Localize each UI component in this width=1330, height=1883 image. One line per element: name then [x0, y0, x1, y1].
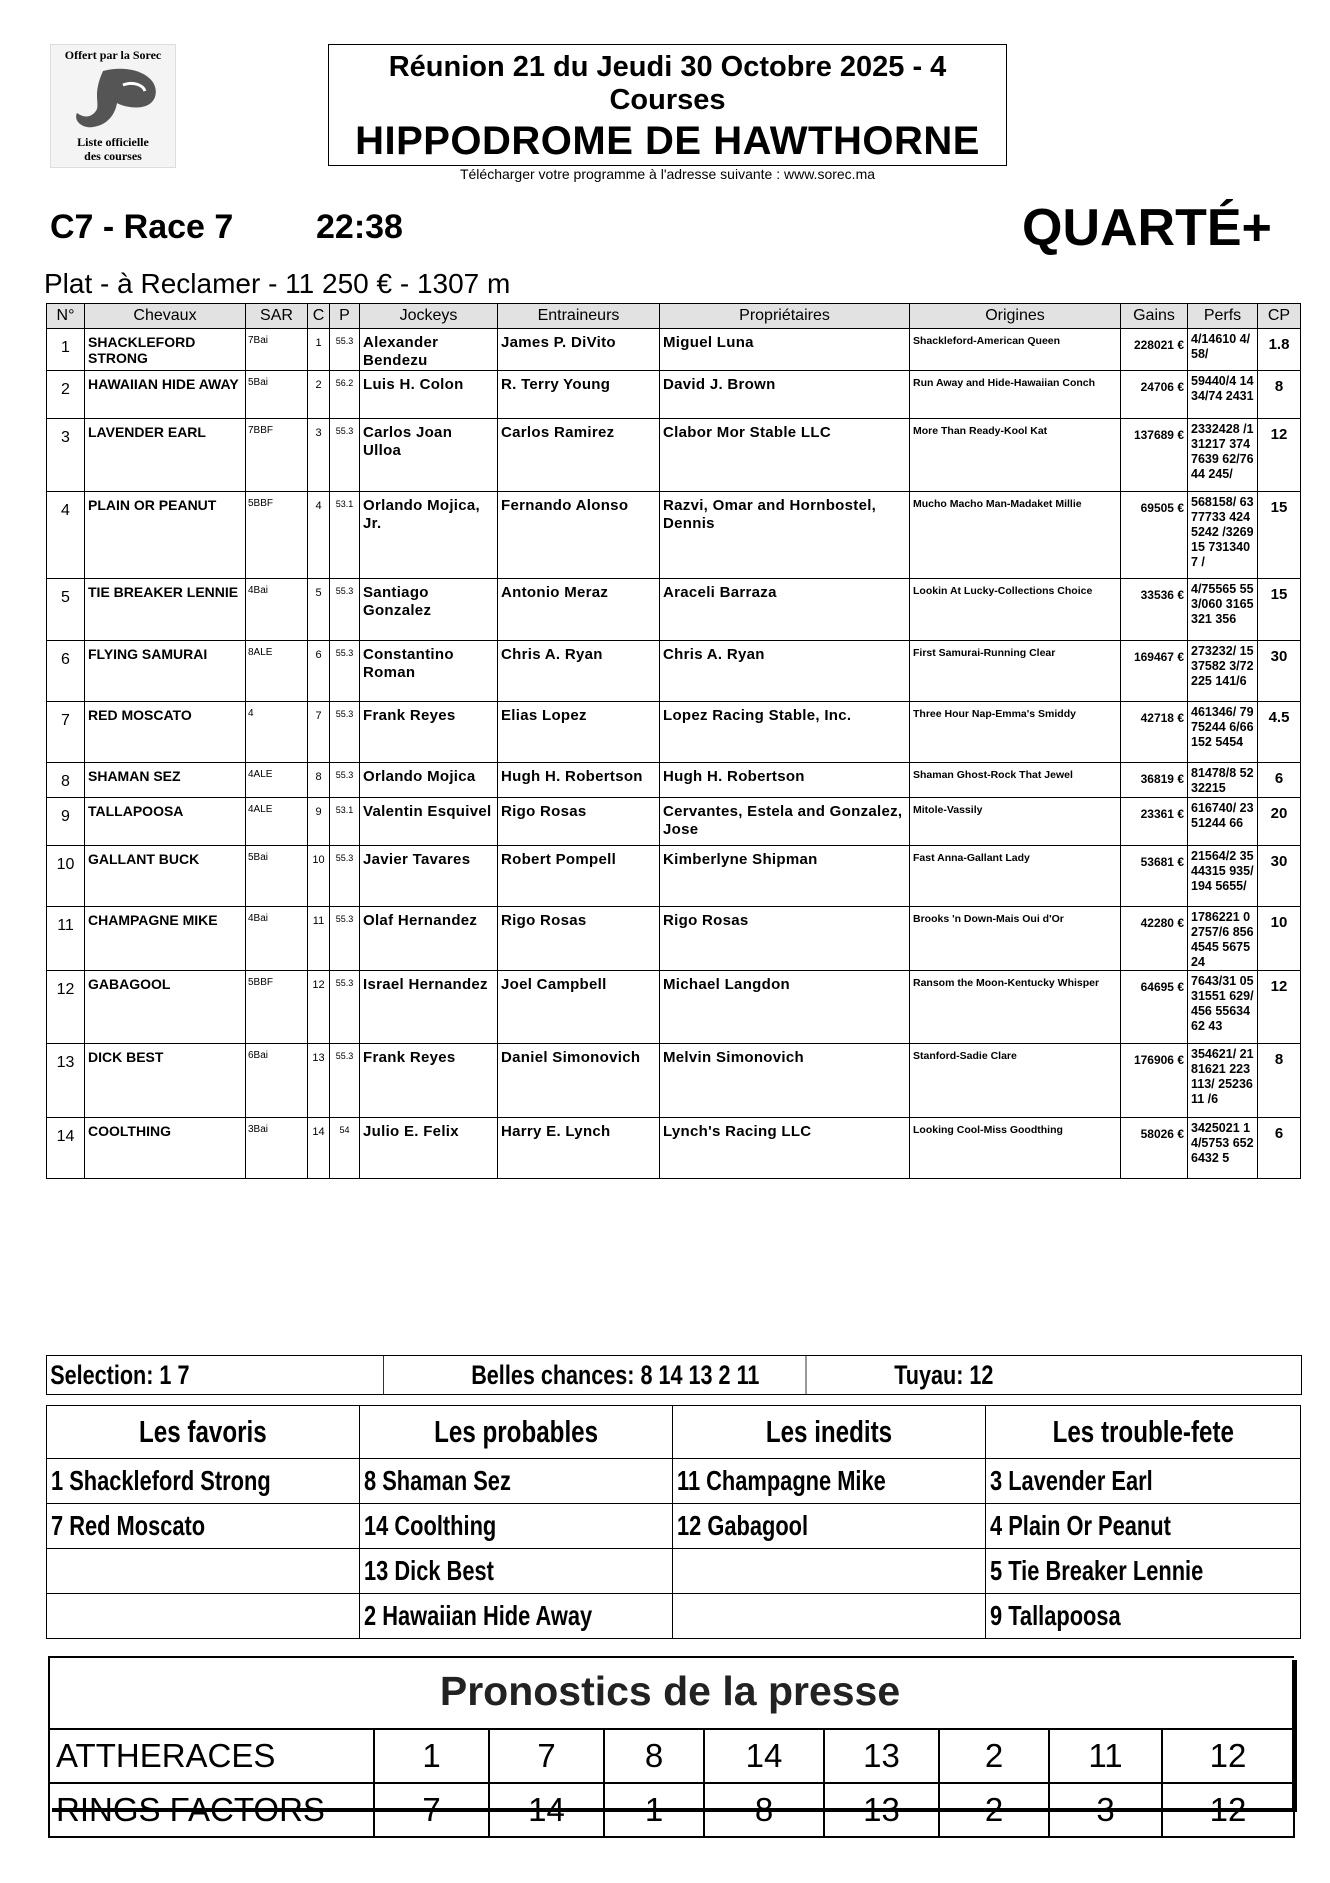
runner-cord: 13: [308, 1044, 330, 1118]
category-cell: [360, 1459, 673, 1504]
race-code: C7 - Race 7: [50, 208, 234, 246]
runner-gains: 228021 €: [1121, 329, 1188, 371]
runner-perfs: 7643/31 0531551 629/456 5563462 43: [1188, 971, 1258, 1044]
category-cell: [673, 1594, 986, 1639]
runner-origin: More Than Ready-Kool Kat: [910, 419, 1121, 492]
runner-origin: Lookin At Lucky-Collections Choice: [910, 579, 1121, 641]
category-entry: 9 Tallapoosa: [990, 1600, 1121, 1631]
runner-number: 2: [47, 371, 85, 419]
category-row: [47, 1594, 1301, 1639]
table-row: [47, 492, 1301, 579]
runner-number: 13: [47, 1044, 85, 1118]
runner-origin: Ransom the Moon-Kentucky Whisper: [910, 971, 1121, 1044]
runner-gains: 42718 €: [1121, 702, 1188, 763]
trainer-name: James P. DiVito: [498, 329, 660, 371]
tuyau: Tuyau: 12: [894, 1360, 994, 1390]
jockey-name: Orlando Mojica, Jr.: [360, 492, 498, 579]
runner-weight: 56.2: [330, 371, 360, 419]
race-time: 22:38: [316, 208, 403, 246]
category-entry: 8 Shaman Sez: [364, 1465, 511, 1496]
press-pick: 14: [489, 1783, 604, 1837]
category-entry: 2 Hawaiian Hide Away: [364, 1600, 593, 1631]
trainer-name: Chris A. Ryan: [498, 641, 660, 702]
category-cell: [47, 1549, 360, 1594]
runner-perfs: 3425021 14/5753 6526432 5: [1188, 1118, 1258, 1179]
runner-origin: Run Away and Hide-Hawaiian Conch: [910, 371, 1121, 419]
press-pick: 8: [604, 1729, 704, 1783]
runner-cord: 5: [308, 579, 330, 641]
runner-number: 8: [47, 763, 85, 798]
logo-bottom-text: [51, 135, 175, 163]
runner-perfs: 273232/ 1537582 3/72225 141/6: [1188, 641, 1258, 702]
horse-head-icon: [63, 63, 163, 133]
press-pick: 2: [939, 1729, 1049, 1783]
runner-cord: 10: [308, 846, 330, 907]
trainer-name: Harry E. Lynch: [498, 1118, 660, 1179]
runner-cote: 12: [1258, 971, 1301, 1044]
category-entry: 7 Red Moscato: [51, 1510, 206, 1541]
runner-number: 3: [47, 419, 85, 492]
meeting-header: [328, 44, 1007, 182]
press-pick: 14: [704, 1729, 824, 1783]
runner-gains: 64695 €: [1121, 971, 1188, 1044]
table-row: [47, 846, 1301, 907]
runner-origin: Fast Anna-Gallant Lady: [910, 846, 1121, 907]
category-cell: [360, 1504, 673, 1549]
runner-cord: 8: [308, 763, 330, 798]
runner-cote: 15: [1258, 579, 1301, 641]
category-cell: [47, 1594, 360, 1639]
runner-perfs: 21564/2 3544315 935/194 5655/: [1188, 846, 1258, 907]
jockey-name: Valentin Esquivel: [360, 798, 498, 846]
horse-name: HAWAIIAN HIDE AWAY: [85, 371, 246, 419]
col-header: Propriétaires: [660, 304, 910, 329]
press-body: [49, 1729, 1294, 1837]
table-row: [47, 763, 1301, 798]
category-cell: [673, 1459, 986, 1504]
jockey-name: Frank Reyes: [360, 1044, 498, 1118]
category-cell: [673, 1549, 986, 1594]
owner-name: Clabor Mor Stable LLC: [660, 419, 910, 492]
trainer-name: R. Terry Young: [498, 371, 660, 419]
belles-chances: Belles chances: 8 14 13 2 11: [468, 1356, 806, 1394]
jockey-name: Alexander Bendezu: [360, 329, 498, 371]
jockey-name: Luis H. Colon: [360, 371, 498, 419]
col-header: SAR: [246, 304, 308, 329]
category-cell: [47, 1504, 360, 1549]
selection-bar: [46, 1355, 1302, 1395]
runner-cote: 30: [1258, 846, 1301, 907]
horse-name: SHACKLEFORD STRONG: [85, 329, 246, 371]
owner-name: Miguel Luna: [660, 329, 910, 371]
runner-perfs: 354621/ 2181621 223113/ 2523611 /6: [1188, 1044, 1258, 1118]
venue-title: HIPPODROME DE HAWTHORNE: [355, 119, 980, 163]
runner-cote: 10: [1258, 907, 1301, 971]
trainer-name: Rigo Rosas: [498, 907, 660, 971]
runner-cord: 11: [308, 907, 330, 971]
owner-name: Cervantes, Estela and Gonzalez, Jose: [660, 798, 910, 846]
owner-name: Michael Langdon: [660, 971, 910, 1044]
runner-sar: 5BBF: [246, 492, 308, 579]
press-pick: 13: [824, 1783, 939, 1837]
runner-cote: 8: [1258, 1044, 1301, 1118]
runner-number: 9: [47, 798, 85, 846]
categories-header-row: [47, 1406, 1301, 1459]
category-header: [986, 1406, 1301, 1459]
runner-number: 14: [47, 1118, 85, 1179]
runner-weight: 55.3: [330, 846, 360, 907]
jockey-name: Olaf Hernandez: [360, 907, 498, 971]
owner-name: Lopez Racing Stable, Inc.: [660, 702, 910, 763]
press-pick: 7: [374, 1783, 489, 1837]
category-header: [360, 1406, 673, 1459]
runner-gains: 42280 €: [1121, 907, 1188, 971]
category-row: [47, 1459, 1301, 1504]
category-header-label: Les inedits: [765, 1414, 893, 1449]
runner-number: 11: [47, 907, 85, 971]
runner-perfs: 1786221 02757/6 8564545 567524: [1188, 907, 1258, 971]
table-row: [47, 702, 1301, 763]
runners-body: [47, 329, 1301, 1179]
category-row: [47, 1504, 1301, 1549]
press-row: [49, 1729, 1294, 1783]
runner-weight: 55.3: [330, 971, 360, 1044]
horse-name: GALLANT BUCK: [85, 846, 246, 907]
press-title: Pronostics de la presse: [439, 1668, 901, 1714]
owner-name: Kimberlyne Shipman: [660, 846, 910, 907]
jockey-name: Javier Tavares: [360, 846, 498, 907]
runner-cord: 6: [308, 641, 330, 702]
runner-origin: Looking Cool-Miss Goodthing: [910, 1118, 1121, 1179]
table-header-row: [47, 304, 1301, 329]
horse-name: TIE BREAKER LENNIE: [85, 579, 246, 641]
runner-cord: 4: [308, 492, 330, 579]
runner-cote: 1.8: [1258, 329, 1301, 371]
runner-sar: 3Bai: [246, 1118, 308, 1179]
owner-name: David J. Brown: [660, 371, 910, 419]
runner-sar: 4Bai: [246, 579, 308, 641]
category-header-label: Les trouble-fete: [1052, 1414, 1234, 1449]
runner-cote: 12: [1258, 419, 1301, 492]
runner-number: 5: [47, 579, 85, 641]
runner-gains: 58026 €: [1121, 1118, 1188, 1179]
category-cell: [673, 1504, 986, 1549]
runner-origin: First Samurai-Running Clear: [910, 641, 1121, 702]
categories-table: [46, 1405, 1301, 1639]
jockey-name: Constantino Roman: [360, 641, 498, 702]
table-row: [47, 798, 1301, 846]
col-header: Perfs: [1188, 304, 1258, 329]
runner-weight: 55.3: [330, 329, 360, 371]
runner-sar: 5Bai: [246, 846, 308, 907]
category-cell: [360, 1594, 673, 1639]
runner-origin: Three Hour Nap-Emma's Smiddy: [910, 702, 1121, 763]
runner-cote: 6: [1258, 763, 1301, 798]
owner-name: Hugh H. Robertson: [660, 763, 910, 798]
runner-perfs: 616740/ 2351244 66: [1188, 798, 1258, 846]
categories-body: [47, 1459, 1301, 1639]
runner-cord: 3: [308, 419, 330, 492]
category-entry: 13 Dick Best: [364, 1555, 494, 1586]
category-cell: [986, 1504, 1301, 1549]
runner-number: 7: [47, 702, 85, 763]
category-entry: 1 Shackleford Strong: [51, 1465, 271, 1496]
table-row: [47, 371, 1301, 419]
runner-weight: 55.3: [330, 1044, 360, 1118]
runner-gains: 169467 €: [1121, 641, 1188, 702]
owner-name: Chris A. Ryan: [660, 641, 910, 702]
runner-perfs: 4/75565 553/060 3165321 356: [1188, 579, 1258, 641]
sorec-logo: [50, 44, 176, 168]
trainer-name: Fernando Alonso: [498, 492, 660, 579]
jockey-name: Santiago Gonzalez: [360, 579, 498, 641]
trainer-name: Joel Campbell: [498, 971, 660, 1044]
trainer-name: Rigo Rosas: [498, 798, 660, 846]
runner-gains: 33536 €: [1121, 579, 1188, 641]
category-header: [47, 1406, 360, 1459]
runner-sar: 4ALE: [246, 763, 308, 798]
runner-sar: 8ALE: [246, 641, 308, 702]
runner-gains: 176906 €: [1121, 1044, 1188, 1118]
logo-bottom-line2: des courses: [84, 149, 142, 163]
runner-cord: 2: [308, 371, 330, 419]
runner-gains: 24706 €: [1121, 371, 1188, 419]
press-pick: 7: [489, 1729, 604, 1783]
col-header: CP: [1258, 304, 1301, 329]
jockey-name: Carlos Joan Ulloa: [360, 419, 498, 492]
horse-name: COOLTHING: [85, 1118, 246, 1179]
table-row: [47, 641, 1301, 702]
horse-name: CHAMPAGNE MIKE: [85, 907, 246, 971]
jockey-name: Julio E. Felix: [360, 1118, 498, 1179]
category-entry: 11 Champagne Mike: [677, 1465, 886, 1496]
trainer-name: Hugh H. Robertson: [498, 763, 660, 798]
runner-sar: 5BBF: [246, 971, 308, 1044]
runner-origin: Stanford-Sadie Clare: [910, 1044, 1121, 1118]
runner-cote: 6: [1258, 1118, 1301, 1179]
runner-weight: 55.3: [330, 702, 360, 763]
trainer-name: Antonio Meraz: [498, 579, 660, 641]
category-cell: [986, 1549, 1301, 1594]
horse-name: DICK BEST: [85, 1044, 246, 1118]
category-entry: 5 Tie Breaker Lennie: [990, 1555, 1204, 1586]
runner-number: 12: [47, 971, 85, 1044]
horse-name: LAVENDER EARL: [85, 419, 246, 492]
runner-perfs: 4/14610 4/58/: [1188, 329, 1258, 371]
table-row: [47, 329, 1301, 371]
runner-sar: 4: [246, 702, 308, 763]
trainer-name: Robert Pompell: [498, 846, 660, 907]
runner-sar: 6Bai: [246, 1044, 308, 1118]
meeting-title: Réunion 21 du Jeudi 30 Octobre 2025 - 4 Courses: [388, 51, 947, 116]
runner-sar: 7BBF: [246, 419, 308, 492]
runner-sar: 4Bai: [246, 907, 308, 971]
category-entry: 3 Lavender Earl: [990, 1465, 1153, 1496]
runner-sar: 5Bai: [246, 371, 308, 419]
runner-gains: 69505 €: [1121, 492, 1188, 579]
runner-weight: 55.3: [330, 763, 360, 798]
runner-cord: 9: [308, 798, 330, 846]
logo-top-text: Offert par la Sorec: [64, 48, 162, 62]
table-row: [47, 1044, 1301, 1118]
category-row: [47, 1549, 1301, 1594]
selection: Selection: 1 7: [47, 1356, 384, 1394]
press-source: ATTHERACES: [49, 1729, 374, 1783]
runner-perfs: 81478/8 5232215: [1188, 763, 1258, 798]
runner-origin: Mucho Macho Man-Madaket Millie: [910, 492, 1121, 579]
horse-name: FLYING SAMURAI: [85, 641, 246, 702]
press-pick: 8: [704, 1783, 824, 1837]
runner-perfs: 461346/ 7975244 6/66152 5454: [1188, 702, 1258, 763]
runner-gains: 137689 €: [1121, 419, 1188, 492]
press-pick: 3: [1049, 1783, 1162, 1837]
runner-origin: Mitole-Vassily: [910, 798, 1121, 846]
runner-weight: 53.1: [330, 492, 360, 579]
horse-name: PLAIN OR PEANUT: [85, 492, 246, 579]
runner-sar: 4ALE: [246, 798, 308, 846]
press-table: [48, 1728, 1295, 1838]
runner-weight: 55.3: [330, 907, 360, 971]
col-header: Jockeys: [360, 304, 498, 329]
category-cell: [47, 1459, 360, 1504]
category-entry: 14 Coolthing: [364, 1510, 497, 1541]
bet-type: QUARTÉ+: [1022, 199, 1272, 257]
press-pick: 11: [1049, 1729, 1162, 1783]
runner-cote: 30: [1258, 641, 1301, 702]
runner-number: 10: [47, 846, 85, 907]
runner-weight: 53.1: [330, 798, 360, 846]
col-header: Gains: [1121, 304, 1188, 329]
race-conditions: Plat - à Reclamer - 11 250 € - 1307 m: [44, 268, 511, 299]
runners-table: [46, 303, 1301, 1179]
runner-origin: Shackleford-American Queen: [910, 329, 1121, 371]
jockey-name: Frank Reyes: [360, 702, 498, 763]
jockey-name: Orlando Mojica: [360, 763, 498, 798]
press-pick: 12: [1162, 1729, 1294, 1783]
owner-name: Lynch's Racing LLC: [660, 1118, 910, 1179]
runner-gains: 53681 €: [1121, 846, 1188, 907]
runner-cote: 4.5: [1258, 702, 1301, 763]
col-header: Origines: [910, 304, 1121, 329]
trainer-name: Elias Lopez: [498, 702, 660, 763]
category-cell: [986, 1594, 1301, 1639]
runner-weight: 55.3: [330, 579, 360, 641]
runner-number: 4: [47, 492, 85, 579]
runner-origin: Brooks 'n Down-Mais Oui d'Or: [910, 907, 1121, 971]
col-header: C: [308, 304, 330, 329]
trainer-name: Carlos Ramirez: [498, 419, 660, 492]
press-pick: 1: [374, 1729, 489, 1783]
runner-gains: 23361 €: [1121, 798, 1188, 846]
runner-perfs: 59440/4 1434/74 2431: [1188, 371, 1258, 419]
category-cell: [360, 1549, 673, 1594]
runner-cord: 1: [308, 329, 330, 371]
runner-perfs: 568158/ 6377733 4245242 /326915 7313407 /: [1188, 492, 1258, 579]
owner-name: Rigo Rosas: [660, 907, 910, 971]
runner-gains: 36819 €: [1121, 763, 1188, 798]
press-pick: 12: [1162, 1783, 1294, 1837]
runner-number: 1: [47, 329, 85, 371]
press-row: [49, 1783, 1294, 1837]
col-header: Chevaux: [85, 304, 246, 329]
category-entry: 4 Plain Or Peanut: [990, 1510, 1171, 1541]
owner-name: Razvi, Omar and Hornbostel, Dennis: [660, 492, 910, 579]
runner-cord: 14: [308, 1118, 330, 1179]
runner-cote: 20: [1258, 798, 1301, 846]
table-row: [47, 971, 1301, 1044]
press-pick: 1: [604, 1783, 704, 1837]
category-header-label: Les probables: [434, 1414, 598, 1449]
jockey-name: Israel Hernandez: [360, 971, 498, 1044]
table-row: [47, 579, 1301, 641]
horse-name: TALLAPOOSA: [85, 798, 246, 846]
runner-origin: Shaman Ghost-Rock That Jewel: [910, 763, 1121, 798]
horse-name: GABAGOOL: [85, 971, 246, 1044]
trainer-name: Daniel Simonovich: [498, 1044, 660, 1118]
runner-weight: 54: [330, 1118, 360, 1179]
runner-cord: 12: [308, 971, 330, 1044]
runner-cote: 15: [1258, 492, 1301, 579]
press-source: RINGS FACTORS: [49, 1783, 374, 1837]
col-header: Entraineurs: [498, 304, 660, 329]
logo-bottom-line1: Liste officielle: [77, 135, 149, 149]
runner-cord: 7: [308, 702, 330, 763]
runner-weight: 55.3: [330, 641, 360, 702]
runner-perfs: 2332428 /131217 3747639 62/7644 245/: [1188, 419, 1258, 492]
horse-name: SHAMAN SEZ: [85, 763, 246, 798]
runner-sar: 7Bai: [246, 329, 308, 371]
table-row: [47, 419, 1301, 492]
category-header: [673, 1406, 986, 1459]
category-entry: 12 Gabagool: [677, 1510, 809, 1541]
col-header: N°: [47, 304, 85, 329]
press-pick: 2: [939, 1783, 1049, 1837]
runner-cote: 8: [1258, 371, 1301, 419]
table-row: [47, 1118, 1301, 1179]
horse-name: RED MOSCATO: [85, 702, 246, 763]
owner-name: Araceli Barraza: [660, 579, 910, 641]
press-pick: 13: [824, 1729, 939, 1783]
category-cell: [986, 1459, 1301, 1504]
table-row: [47, 907, 1301, 971]
col-header: P: [330, 304, 360, 329]
owner-name: Melvin Simonovich: [660, 1044, 910, 1118]
category-header-label: Les favoris: [139, 1414, 267, 1449]
runner-number: 6: [47, 641, 85, 702]
runner-weight: 55.3: [330, 419, 360, 492]
download-link-text: Télécharger votre programme à l'adresse suivante : www.sorec.ma: [459, 166, 876, 182]
